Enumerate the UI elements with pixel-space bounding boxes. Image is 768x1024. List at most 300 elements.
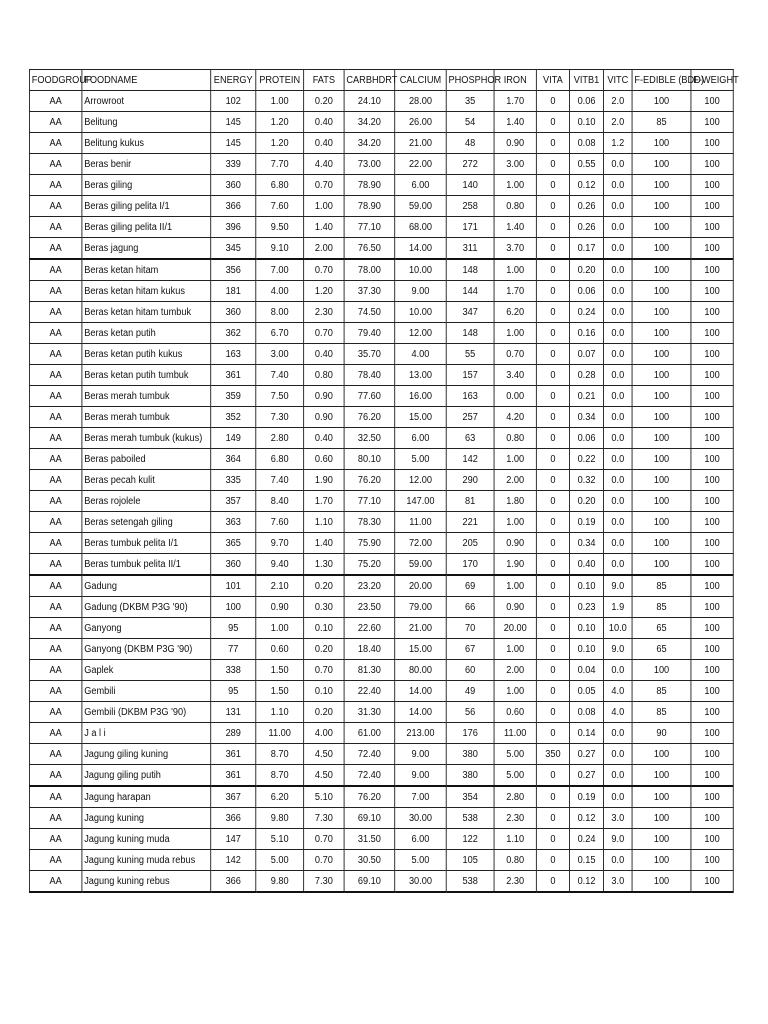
table-cell: 35.70 <box>344 344 395 365</box>
table-cell: 76.20 <box>344 407 395 428</box>
table-cell: 0.24 <box>570 829 604 850</box>
table-cell: 366 <box>211 808 256 829</box>
table-cell: 0.28 <box>570 365 604 386</box>
table-cell: 100 <box>691 133 733 154</box>
table-cell: Beras ketan putih <box>82 323 211 344</box>
table-cell: 359 <box>211 386 256 407</box>
table-cell: 339 <box>211 154 256 175</box>
table-cell: AA <box>29 238 81 260</box>
table-cell: 0.0 <box>604 154 633 175</box>
table-cell: Beras giling pelita II/1 <box>82 217 211 238</box>
table-cell: 0.40 <box>304 344 344 365</box>
table-cell: 14.00 <box>395 238 447 260</box>
table-cell: 0.16 <box>570 323 604 344</box>
table-cell: 30.00 <box>395 808 447 829</box>
table-cell: 59.00 <box>395 196 447 217</box>
food-composition-table <box>29 69 739 893</box>
table-cell: 70 <box>446 618 494 639</box>
table-cell: 1.40 <box>494 112 536 133</box>
table-cell: AA <box>29 512 81 533</box>
table-cell: 85 <box>632 112 691 133</box>
table-cell: 9.00 <box>395 765 447 787</box>
table-cell: 0 <box>536 575 569 597</box>
table-cell: AA <box>29 491 81 512</box>
table-cell: 66 <box>446 597 494 618</box>
table-cell: 1.00 <box>256 91 304 112</box>
table-cell: 0 <box>536 491 569 512</box>
table-cell: 0.90 <box>494 533 536 554</box>
table-cell: Beras tumbuk pelita II/1 <box>82 554 211 576</box>
table-cell: 0 <box>536 238 569 260</box>
table-cell: 77.10 <box>344 217 395 238</box>
table-cell: 0.27 <box>570 744 604 765</box>
table-cell: 100 <box>691 365 733 386</box>
table-cell: 0.0 <box>604 365 633 386</box>
table-cell: 31.30 <box>344 702 395 723</box>
table-cell: 0.0 <box>604 786 633 808</box>
table-cell: 0.06 <box>570 428 604 449</box>
column-header-vita: VITA <box>536 70 569 91</box>
table-row <box>29 407 733 428</box>
table-cell: 0.32 <box>570 470 604 491</box>
table-cell: 9.80 <box>256 871 304 893</box>
table-cell: 100 <box>632 302 691 323</box>
table-cell: AA <box>29 639 81 660</box>
table-cell: 0.0 <box>604 449 633 470</box>
table-cell: AA <box>29 681 81 702</box>
table-cell: 18.40 <box>344 639 395 660</box>
table-cell: 0.20 <box>304 639 344 660</box>
table-cell: 1.70 <box>494 91 536 112</box>
table-cell: 63 <box>446 428 494 449</box>
table-cell: 81.30 <box>344 660 395 681</box>
table-cell: AA <box>29 850 81 871</box>
table-cell: 148 <box>446 259 494 281</box>
table-cell: 6.80 <box>256 449 304 470</box>
table-cell: 0 <box>536 302 569 323</box>
table-cell: 9.80 <box>256 808 304 829</box>
table-cell: 171 <box>446 217 494 238</box>
table-cell: 361 <box>211 744 256 765</box>
table-cell: 140 <box>446 175 494 196</box>
table-cell: 100 <box>632 386 691 407</box>
table-cell: 12.00 <box>395 323 447 344</box>
table-cell: 0.15 <box>570 850 604 871</box>
table-cell: 0 <box>536 217 569 238</box>
table-cell: 213.00 <box>395 723 447 744</box>
table-cell: AA <box>29 575 81 597</box>
table-row <box>29 871 733 893</box>
table-cell: 1.80 <box>494 491 536 512</box>
table-cell: 32.50 <box>344 428 395 449</box>
table-cell: 67 <box>446 639 494 660</box>
table-cell: AA <box>29 470 81 491</box>
table-cell: 2.00 <box>494 470 536 491</box>
table-cell: 8.70 <box>256 744 304 765</box>
table-cell: 6.20 <box>494 302 536 323</box>
table-cell: 100 <box>691 91 733 112</box>
table-cell: 0 <box>536 281 569 302</box>
table-cell: 7.50 <box>256 386 304 407</box>
table-cell: 0.0 <box>604 554 633 576</box>
table-cell: 0.0 <box>604 238 633 260</box>
table-cell: 4.0 <box>604 681 633 702</box>
table-cell: 100 <box>632 744 691 765</box>
table-cell: 0.20 <box>304 702 344 723</box>
table-cell: 75.90 <box>344 533 395 554</box>
table-cell: 100 <box>632 323 691 344</box>
table-cell: 345 <box>211 238 256 260</box>
table-cell: 364 <box>211 449 256 470</box>
table-cell: 0.90 <box>494 133 536 154</box>
table-cell: 0.05 <box>570 681 604 702</box>
table-cell: 0.0 <box>604 491 633 512</box>
table-cell: 4.40 <box>304 154 344 175</box>
table-cell: 7.60 <box>256 196 304 217</box>
table-cell: 85 <box>632 597 691 618</box>
table-cell: Beras ketan putih tumbuk <box>82 365 211 386</box>
table-cell: 2.30 <box>494 808 536 829</box>
table-cell: 31.50 <box>344 829 395 850</box>
table-cell: 0.0 <box>604 217 633 238</box>
table-cell: 1.00 <box>256 618 304 639</box>
table-cell: 8.00 <box>256 302 304 323</box>
table-cell: 0.20 <box>304 91 344 112</box>
table-cell: Jagung kuning rebus <box>82 871 211 893</box>
table-row <box>29 660 733 681</box>
table-cell: 0.20 <box>304 575 344 597</box>
table-cell: 145 <box>211 133 256 154</box>
table-cell: 205 <box>446 533 494 554</box>
table-cell: 7.00 <box>395 786 447 808</box>
table-cell: 100 <box>632 871 691 893</box>
table-cell: 0.0 <box>604 850 633 871</box>
table-cell: 0 <box>536 554 569 576</box>
table-cell: 0.70 <box>304 660 344 681</box>
table-cell: 0.12 <box>570 175 604 196</box>
table-cell: 76.20 <box>344 470 395 491</box>
table-cell: 347 <box>446 302 494 323</box>
table-cell: Beras pecah kulit <box>82 470 211 491</box>
table-cell: 100 <box>691 491 733 512</box>
table-cell: 9.00 <box>395 744 447 765</box>
table-cell: 100 <box>691 702 733 723</box>
table-cell: Beras merah tumbuk <box>82 407 211 428</box>
table-body <box>29 91 733 893</box>
table-row <box>29 491 733 512</box>
table-cell: 100 <box>691 575 733 597</box>
table-cell: 356 <box>211 259 256 281</box>
table-cell: 0.0 <box>604 175 633 196</box>
table-cell: 35 <box>446 91 494 112</box>
table-cell: 365 <box>211 533 256 554</box>
table-cell: 76.20 <box>344 786 395 808</box>
table-cell: 5.00 <box>494 765 536 787</box>
table-cell: 9.50 <box>256 217 304 238</box>
table-cell: 149 <box>211 428 256 449</box>
table-cell: 0.27 <box>570 765 604 787</box>
table-cell: 68.00 <box>395 217 447 238</box>
table-cell: 100 <box>632 91 691 112</box>
table-cell: 0 <box>536 723 569 744</box>
table-row <box>29 829 733 850</box>
table-cell: 0.10 <box>570 639 604 660</box>
table-cell: 2.30 <box>304 302 344 323</box>
table-row <box>29 281 733 302</box>
table-cell: 0.60 <box>304 449 344 470</box>
table-cell: 0.06 <box>570 281 604 302</box>
table-cell: Beras merah tumbuk (kukus) <box>82 428 211 449</box>
table-cell: 0.40 <box>304 112 344 133</box>
table-cell: 0.40 <box>304 133 344 154</box>
table-cell: 357 <box>211 491 256 512</box>
table-cell: 1.10 <box>494 829 536 850</box>
table-cell: AA <box>29 196 81 217</box>
table-cell: 2.00 <box>304 238 344 260</box>
table-cell: 100 <box>632 196 691 217</box>
table-cell: 0.90 <box>494 597 536 618</box>
table-cell: 24.10 <box>344 91 395 112</box>
table-cell: 0.40 <box>304 428 344 449</box>
table-cell: 176 <box>446 723 494 744</box>
table-cell: 0.90 <box>256 597 304 618</box>
table-cell: 48 <box>446 133 494 154</box>
table-cell: 0 <box>536 871 569 893</box>
table-cell: 0.00 <box>494 386 536 407</box>
table-cell: 181 <box>211 281 256 302</box>
table-cell: 49 <box>446 681 494 702</box>
table-cell: 360 <box>211 302 256 323</box>
table-cell: Arrowroot <box>82 91 211 112</box>
table-cell: 1.00 <box>494 681 536 702</box>
table-cell: 366 <box>211 871 256 893</box>
table-cell: 0 <box>536 133 569 154</box>
table-cell: 1.40 <box>494 217 536 238</box>
table-cell: 0 <box>536 91 569 112</box>
table-cell: 22.40 <box>344 681 395 702</box>
table-cell: AA <box>29 618 81 639</box>
table-cell: 0.34 <box>570 407 604 428</box>
table-cell: 105 <box>446 850 494 871</box>
table-cell: 11.00 <box>395 512 447 533</box>
table-cell: 4.50 <box>304 744 344 765</box>
table-cell: 85 <box>632 702 691 723</box>
table-cell: 538 <box>446 871 494 893</box>
table-cell: 1.50 <box>256 681 304 702</box>
table-cell: 100 <box>691 196 733 217</box>
table-cell: AA <box>29 533 81 554</box>
table-cell: 100 <box>691 407 733 428</box>
table-cell: 0.0 <box>604 259 633 281</box>
table-cell: 100 <box>632 238 691 260</box>
table-cell: 1.20 <box>304 281 344 302</box>
table-cell: 0.10 <box>570 618 604 639</box>
table-cell: 0 <box>536 639 569 660</box>
table-row <box>29 112 733 133</box>
table-cell: 16.00 <box>395 386 447 407</box>
table-cell: 100 <box>632 533 691 554</box>
table-cell: 100 <box>691 639 733 660</box>
table-cell: 0 <box>536 597 569 618</box>
table-cell: 144 <box>446 281 494 302</box>
table-cell: 54 <box>446 112 494 133</box>
table-cell: 0.0 <box>604 765 633 787</box>
table-cell: AA <box>29 323 81 344</box>
column-header-phosphor: PHOSPHOR <box>446 70 494 91</box>
table-cell: 1.10 <box>304 512 344 533</box>
table-cell: Jagung kuning <box>82 808 211 829</box>
table-cell: 5.10 <box>256 829 304 850</box>
table-cell: 0.20 <box>570 259 604 281</box>
table-cell: 0.06 <box>570 91 604 112</box>
table-cell: 100 <box>691 344 733 365</box>
table-cell: 3.00 <box>256 344 304 365</box>
table-cell: Beras rojolele <box>82 491 211 512</box>
table-cell: Beras paboiled <box>82 449 211 470</box>
table-cell: 0.70 <box>304 259 344 281</box>
table-cell: 95 <box>211 681 256 702</box>
table-cell: 0 <box>536 702 569 723</box>
table-cell: 0.0 <box>604 386 633 407</box>
table-cell: 163 <box>446 386 494 407</box>
table-cell: 76.50 <box>344 238 395 260</box>
table-cell: AA <box>29 302 81 323</box>
table-cell: 0.30 <box>304 597 344 618</box>
table-cell: 9.00 <box>395 281 447 302</box>
table-cell: 360 <box>211 175 256 196</box>
table-cell: AA <box>29 217 81 238</box>
table-cell: 1.00 <box>494 639 536 660</box>
table-cell: 5.00 <box>256 850 304 871</box>
table-cell: Gaplek <box>82 660 211 681</box>
table-cell: 100 <box>691 512 733 533</box>
table-row <box>29 196 733 217</box>
table-cell: AA <box>29 597 81 618</box>
table-cell: AA <box>29 428 81 449</box>
table-cell: 61.00 <box>344 723 395 744</box>
table-row <box>29 428 733 449</box>
table-cell: 0.0 <box>604 660 633 681</box>
table-row <box>29 470 733 491</box>
table-cell: 1.00 <box>494 323 536 344</box>
table-cell: 4.00 <box>304 723 344 744</box>
table-cell: 0.0 <box>604 512 633 533</box>
table-cell: 77.60 <box>344 386 395 407</box>
table-cell: 0.70 <box>304 323 344 344</box>
table-cell: 0.90 <box>304 407 344 428</box>
table-cell: 0 <box>536 196 569 217</box>
table-cell: 100 <box>632 428 691 449</box>
table-row <box>29 133 733 154</box>
table-cell: 100 <box>632 175 691 196</box>
table-row <box>29 365 733 386</box>
table-cell: 100 <box>632 470 691 491</box>
table-cell: 0.70 <box>494 344 536 365</box>
table-row <box>29 639 733 660</box>
table-cell: 0.20 <box>570 491 604 512</box>
table-cell: Beras jagung <box>82 238 211 260</box>
table-cell: 100 <box>691 618 733 639</box>
table-cell: 21.00 <box>395 618 447 639</box>
table-cell: 9.70 <box>256 533 304 554</box>
table-cell: J a l i <box>82 723 211 744</box>
table-cell: 100 <box>691 428 733 449</box>
table-cell: 0.23 <box>570 597 604 618</box>
table-cell: 100 <box>691 681 733 702</box>
table-cell: 100 <box>691 238 733 260</box>
table-cell: 75.20 <box>344 554 395 576</box>
table-cell: 0.80 <box>494 428 536 449</box>
table-cell: 14.00 <box>395 681 447 702</box>
table-cell: 100 <box>691 323 733 344</box>
table-cell: 100 <box>691 449 733 470</box>
table-cell: 1.00 <box>494 175 536 196</box>
table-cell: 5.00 <box>494 744 536 765</box>
table-cell: 85 <box>632 681 691 702</box>
table-cell: 122 <box>446 829 494 850</box>
table-cell: 56 <box>446 702 494 723</box>
table-cell: 1.90 <box>494 554 536 576</box>
table-cell: 367 <box>211 786 256 808</box>
table-cell: 0.0 <box>604 407 633 428</box>
table-row <box>29 175 733 196</box>
table-cell: 0 <box>536 344 569 365</box>
table-cell: 0 <box>536 850 569 871</box>
table-cell: 0.19 <box>570 512 604 533</box>
table-cell: 6.00 <box>395 428 447 449</box>
table-cell: 335 <box>211 470 256 491</box>
table-cell: 0 <box>536 428 569 449</box>
table-cell: 10.0 <box>604 618 633 639</box>
table-cell: 1.90 <box>304 470 344 491</box>
column-header-calcium: CALCIUM <box>395 70 447 91</box>
table-cell: AA <box>29 365 81 386</box>
table-cell: AA <box>29 660 81 681</box>
table-cell: AA <box>29 259 81 281</box>
table-cell: Jagung giling kuning <box>82 744 211 765</box>
table-cell: 100 <box>691 554 733 576</box>
table-cell: 0.80 <box>304 365 344 386</box>
table-cell: 85 <box>632 575 691 597</box>
table-cell: 289 <box>211 723 256 744</box>
table-cell: 28.00 <box>395 91 447 112</box>
table-cell: 3.00 <box>494 154 536 175</box>
table-cell: 100 <box>691 217 733 238</box>
table-cell: 131 <box>211 702 256 723</box>
table-cell: 12.00 <box>395 470 447 491</box>
table-cell: 2.0 <box>604 91 633 112</box>
table-cell: 79.40 <box>344 323 395 344</box>
table-cell: 100 <box>632 449 691 470</box>
table-cell: 95 <box>211 618 256 639</box>
table-cell: 0.0 <box>604 428 633 449</box>
table-cell: 7.30 <box>256 407 304 428</box>
table-cell: 354 <box>446 786 494 808</box>
table-row <box>29 217 733 238</box>
table-cell: 147.00 <box>395 491 447 512</box>
table-cell: 1.70 <box>304 491 344 512</box>
table-cell: 0.21 <box>570 386 604 407</box>
table-cell: 20.00 <box>395 575 447 597</box>
table-cell: 258 <box>446 196 494 217</box>
table-cell: 78.40 <box>344 365 395 386</box>
table-cell: 100 <box>691 533 733 554</box>
table-cell: 60 <box>446 660 494 681</box>
table-cell: 0.0 <box>604 323 633 344</box>
table-cell: 0.0 <box>604 533 633 554</box>
table-cell: 100 <box>632 365 691 386</box>
table-cell: 100 <box>211 597 256 618</box>
